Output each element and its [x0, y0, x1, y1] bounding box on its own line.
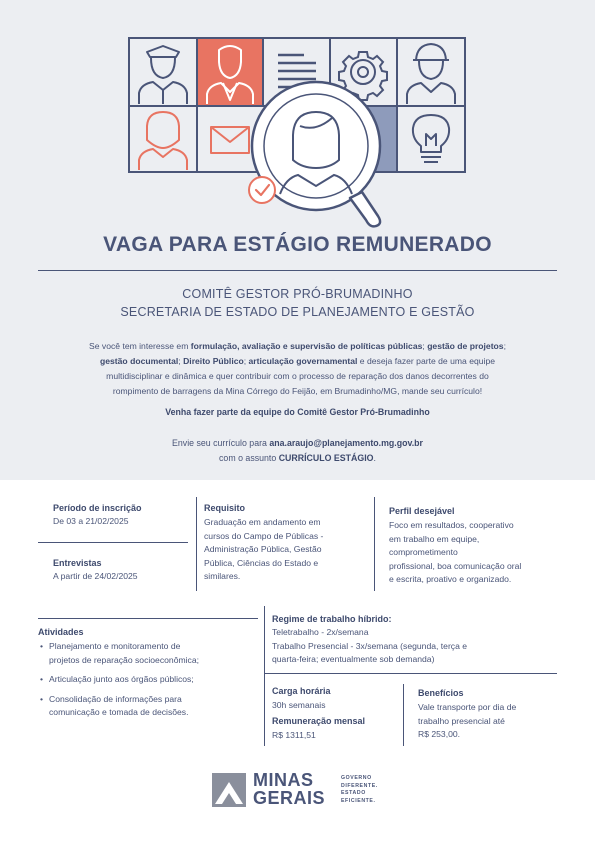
- regime-label: Regime de trabalho híbrido:: [272, 614, 392, 624]
- divider: [196, 497, 197, 591]
- atividades-label: Atividades: [38, 627, 84, 637]
- beneficios-text: Vale transporte por dia de trabalho presencial até R$ 253,00.: [418, 702, 517, 740]
- title-divider: [38, 270, 557, 271]
- logo-minas: MINAS: [253, 770, 314, 790]
- entrevistas-value: A partir de 24/02/2025: [53, 571, 138, 581]
- intro-paragraph: Se você tem interesse em formulação, avaliação e supervisão de políticas públicas; gestão de projetos; gestão documental; Direito Público; articulação governamental e deseja fazer parte de uma equipe multidisciplinar e dinâmica e quer contribuir com o processo de reparação dos danos decorrentes do rompimento de barragens da Mina Córrego do Feijão, em Brumadinho/MG, mande seu currículo!: [89, 341, 506, 396]
- police-officer-icon: [139, 46, 187, 104]
- remuneracao-label: Remuneração mensal: [272, 716, 366, 726]
- logo-gerais: GERAIS: [253, 788, 326, 808]
- recruitment-illustration: [0, 0, 595, 230]
- check-icon: [249, 177, 275, 203]
- list-item: • Consolidação de informações para comunicação e tomada de decisões.: [40, 693, 255, 720]
- lightbulb-icon: [413, 115, 449, 162]
- perfil-text: Foco em resultados, cooperativo em trabalho em equipe, comprometimento profissional, boa comunicação oral e escrita, proativo e organizado.: [389, 520, 522, 585]
- divider: [264, 673, 557, 674]
- requisito-text: Graduação em andamento em cursos do Campo de Públicas - Administração Pública, Gestão Pública, Ciências do Estado e similares.: [204, 517, 324, 582]
- envelope-icon: [211, 127, 249, 153]
- entrevistas-label: Entrevistas: [53, 558, 102, 568]
- minas-gerais-logo-icon: [212, 773, 246, 807]
- divider: [38, 542, 188, 543]
- carga-value: 30h semanais: [272, 700, 326, 710]
- atividades-list: [40, 640, 255, 726]
- send-instructions: Envie seu currículo para ana.araujo@planejamento.mg.gov.br com o assunto CURRÍCULO ESTÁGIO.: [172, 438, 423, 463]
- woman-icon: [139, 112, 187, 170]
- carga-label: Carga horária: [272, 686, 331, 696]
- page-title: VAGA PARA ESTÁGIO REMUNERADO: [103, 233, 492, 256]
- call-to-action: Venha fazer parte da equipe do Comitê Gestor Pró-Brumadinho: [165, 407, 430, 417]
- divider: [264, 606, 265, 746]
- email-link[interactable]: ana.araujo@planejamento.mg.gov.br: [269, 438, 423, 448]
- requisito-label: Requisito: [204, 503, 246, 513]
- divider: [403, 684, 404, 746]
- regime-text: Teletrabalho - 2x/semana Trabalho Presencial - 3x/semana (segunda, terça e quarta-feira; eventualmente sob demanda): [272, 627, 468, 665]
- org-line-1: COMITÊ GESTOR PRÓ-BRUMADINHO: [182, 287, 413, 301]
- divider: [374, 497, 375, 591]
- list-item: • Articulação junto aos órgãos públicos;: [40, 673, 255, 687]
- perfil-label: Perfil desejável: [389, 506, 455, 516]
- remuneracao-value: R$ 1311,51: [272, 730, 316, 740]
- logo-slogan: GOVERNO DIFERENTE. ESTADO EFICIENTE.: [341, 775, 378, 804]
- org-line-2: SECRETARIA DE ESTADO DE PLANEJAMENTO E GESTÃO: [120, 305, 475, 319]
- divider: [38, 618, 258, 619]
- list-item: • Planejamento e monitoramento de projetos de reparação socioeconômica;: [40, 640, 255, 667]
- inscricao-value: De 03 a 21/02/2025: [53, 516, 129, 526]
- beneficios-label: Benefícios: [418, 688, 464, 698]
- engineer-icon: [407, 44, 455, 104]
- magnifier-icon: [252, 82, 380, 226]
- inscricao-label: Período de inscrição: [53, 503, 142, 513]
